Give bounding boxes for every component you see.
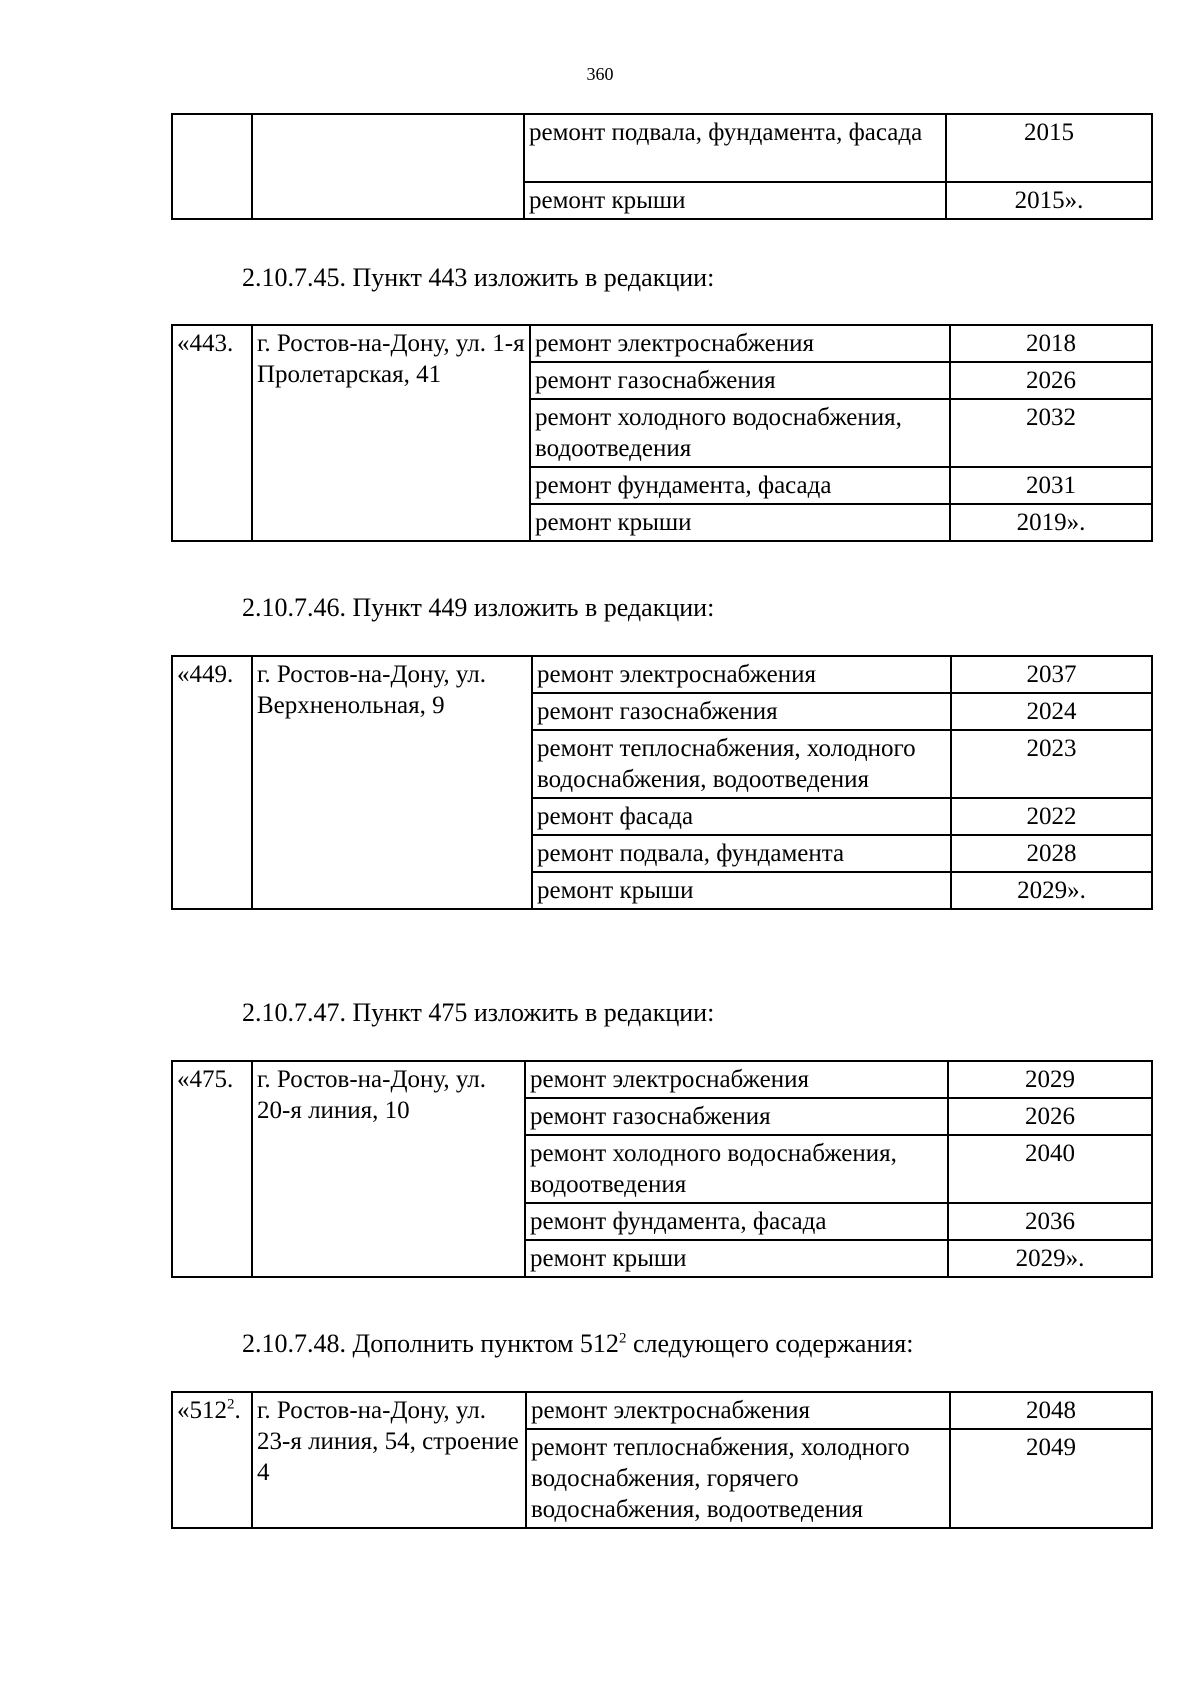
item-number-cell: «449.: [172, 656, 252, 909]
section-heading: 2.10.7.45. Пункт 443 изложить в редакции:: [242, 263, 715, 292]
work-cell: ремонт холодного водоснабжения, водоотведения: [530, 399, 950, 467]
work-cell: ремонт холодного водоснабжения, водоотведения: [525, 1135, 948, 1203]
work-cell: ремонт газоснабжения: [532, 693, 951, 730]
section-heading: 2.10.7.47. Пункт 475 изложить в редакции:: [242, 998, 715, 1027]
work-cell: ремонт газоснабжения: [530, 362, 950, 399]
year-cell: 2026: [950, 362, 1152, 399]
heading-text: следующего содержания:: [626, 1329, 914, 1358]
address-cell: г. Ростов-на-Дону, ул. Верхненольная, 9: [252, 656, 532, 909]
year-cell: 2024: [951, 693, 1152, 730]
work-cell: ремонт газоснабжения: [525, 1098, 948, 1135]
year-cell: 2022: [951, 798, 1152, 835]
year-cell: 2015».: [946, 182, 1152, 219]
year-cell: 2049: [950, 1429, 1152, 1528]
work-cell: ремонт крыши: [524, 182, 946, 219]
item-number-cell: [172, 1392, 252, 1528]
item-512-2-table: [171, 1391, 1153, 1529]
year-cell: 2048: [950, 1392, 1152, 1429]
table-row: [172, 1392, 1152, 1429]
work-cell: ремонт теплоснабжения, холодного водоснабжения, горячего водоснабжения, водоотведения: [526, 1429, 950, 1528]
address-cell: г. Ростов-на-Дону, ул. 20-я линия, 10: [252, 1061, 525, 1277]
work-cell: ремонт электроснабжения: [530, 325, 950, 362]
work-cell: ремонт фундамента, фасада: [525, 1203, 948, 1240]
item-number-text: «512: [177, 1397, 227, 1424]
continuation-table: [171, 113, 1153, 220]
work-cell: ремонт крыши: [532, 872, 951, 909]
work-cell: ремонт подвала, фундамента: [532, 835, 951, 872]
year-cell: 2028: [951, 835, 1152, 872]
year-cell: 2015: [946, 114, 1152, 182]
work-cell: ремонт электроснабжения: [526, 1392, 950, 1429]
year-cell: 2031: [950, 467, 1152, 504]
table-row: [172, 114, 1152, 182]
work-cell: ремонт крыши: [530, 504, 950, 541]
year-cell: 2023: [951, 730, 1152, 798]
year-cell: 2029».: [948, 1240, 1152, 1277]
year-cell: 2032: [950, 399, 1152, 467]
year-cell: 2037: [951, 656, 1152, 693]
address-cell: г. Ростов-на-Дону, ул. 1-я Пролетарская, 41: [252, 325, 530, 541]
heading-text: 2.10.7.48. Дополнить пунктом 512: [242, 1329, 619, 1358]
item-number-cell: «443.: [172, 325, 252, 541]
item-number-cell: «475.: [172, 1061, 252, 1277]
year-cell: 2026: [948, 1098, 1152, 1135]
year-cell: 2019».: [950, 504, 1152, 541]
year-cell: 2029».: [951, 872, 1152, 909]
table-row: [172, 1061, 1152, 1098]
work-cell: ремонт теплоснабжения, холодного водоснабжения, водоотведения: [532, 730, 951, 798]
table-row: [172, 656, 1152, 693]
item-475-table: [171, 1060, 1153, 1278]
table-row: [172, 325, 1152, 362]
work-cell: ремонт подвала, фундамента, фасада: [524, 114, 946, 182]
section-heading: [242, 1328, 913, 1360]
year-cell: 2018: [950, 325, 1152, 362]
year-cell: 2036: [948, 1203, 1152, 1240]
item-449-table: [171, 655, 1153, 910]
work-cell: ремонт фасада: [532, 798, 951, 835]
item-number-cell: [172, 114, 252, 219]
item-number-text: .: [234, 1397, 241, 1424]
year-cell: 2040: [948, 1135, 1152, 1203]
item-number-superscript: 2: [227, 1396, 235, 1413]
item-443-table: [171, 324, 1153, 542]
work-cell: ремонт электроснабжения: [532, 656, 951, 693]
address-cell: г. Ростов-на-Дону, ул. 23-я линия, 54, строение 4: [252, 1392, 526, 1528]
heading-superscript: 2: [618, 1330, 627, 1347]
work-cell: ремонт крыши: [525, 1240, 948, 1277]
work-cell: ремонт электроснабжения: [525, 1061, 948, 1098]
address-cell: [252, 114, 524, 219]
work-cell: ремонт фундамента, фасада: [530, 467, 950, 504]
year-cell: 2029: [948, 1061, 1152, 1098]
section-heading: 2.10.7.46. Пункт 449 изложить в редакции:: [242, 593, 715, 622]
page-number: 360: [586, 64, 614, 84]
